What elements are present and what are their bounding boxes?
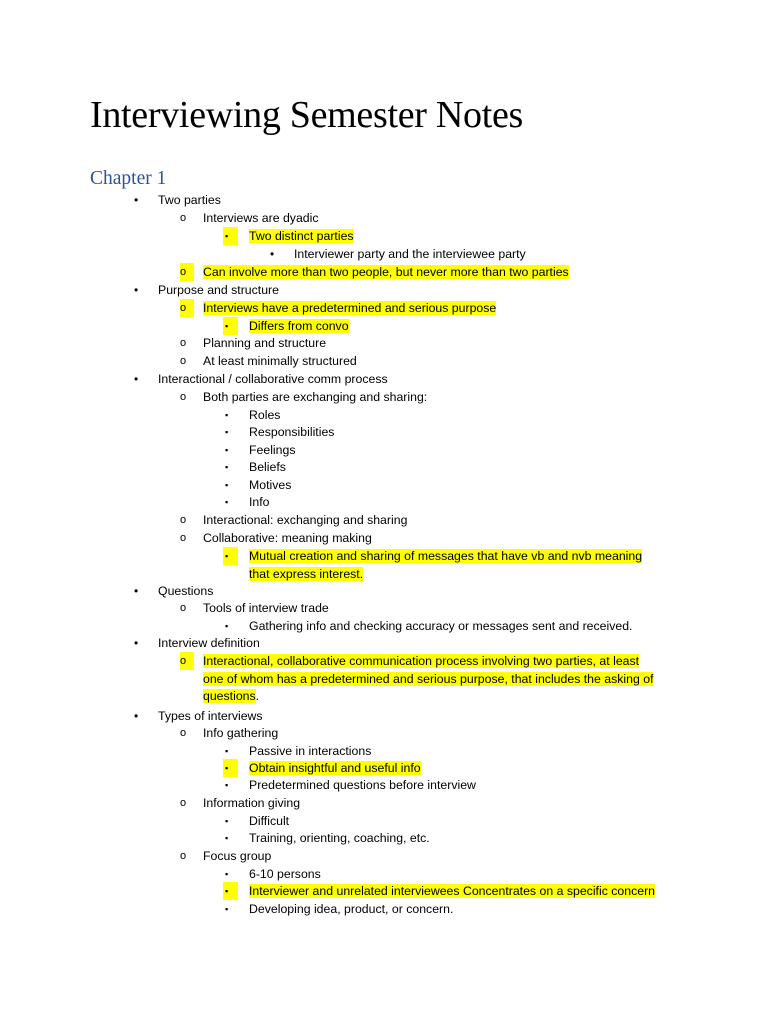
- list-item: [0, 652, 768, 703]
- bullet-marker: o: [180, 727, 187, 739]
- list-item: [0, 707, 768, 725]
- list-item: [0, 245, 768, 263]
- bullet-marker: o: [180, 850, 187, 862]
- list-item-text: Difficult: [249, 814, 290, 828]
- bullet-marker: •: [270, 247, 275, 261]
- list-item: [0, 476, 768, 494]
- bullet-marker: ▪: [223, 317, 238, 335]
- bullet-marker: ▪: [225, 780, 229, 790]
- list-item: [0, 281, 768, 299]
- list-item-text: Mutual creation and sharing of messages that have vb and nvb meaning: [249, 549, 643, 563]
- bullet-marker: ▪: [225, 497, 229, 507]
- list-item: [0, 352, 768, 370]
- list-item-text: Info gathering: [203, 726, 279, 740]
- bullet-marker: ▪: [223, 882, 238, 900]
- list-item: [0, 370, 768, 388]
- list-item-text: Obtain insightful and useful info: [249, 761, 421, 775]
- list-item-text: Interviews are dyadic: [203, 211, 319, 225]
- bullet-marker: ▪: [225, 621, 229, 631]
- list-item: [0, 334, 768, 352]
- list-item-text: Predetermined questions before interview: [249, 778, 476, 792]
- list-item-text: Gathering info and checking accuracy or messages sent and received.: [249, 619, 633, 633]
- list-item: [0, 617, 768, 635]
- list-item: [0, 776, 768, 794]
- list-item: [0, 458, 768, 476]
- list-item-text: Feelings: [249, 443, 296, 457]
- list-item: [0, 209, 768, 227]
- bullet-marker: •: [134, 283, 139, 297]
- list-item-text: Info: [249, 495, 270, 509]
- list-item-text: one of whom has a predetermined and serious purpose, that includes the asking of: [203, 671, 654, 686]
- bullet-marker: ▪: [223, 759, 238, 777]
- bullet-marker: •: [134, 584, 139, 598]
- bullet-marker: o: [180, 263, 194, 281]
- bullet-marker: o: [180, 652, 194, 670]
- bullet-marker: ▪: [223, 227, 238, 245]
- list-item-text: Purpose and structure: [158, 283, 279, 297]
- list-item-text: 6-10 persons: [249, 867, 321, 881]
- list-item: [0, 423, 768, 441]
- chapter-heading: Chapter 1: [90, 168, 167, 189]
- list-item: [0, 865, 768, 883]
- list-item: [0, 599, 768, 617]
- bullet-marker: o: [180, 299, 194, 317]
- list-item: [0, 547, 768, 581]
- list-item: [0, 829, 768, 847]
- list-item-text: Responsibilities: [249, 425, 335, 439]
- bullet-marker: ▪: [225, 833, 229, 843]
- list-item-text: Focus group: [203, 849, 272, 863]
- list-item-text: Planning and structure: [203, 336, 327, 350]
- bullet-marker: •: [134, 636, 139, 650]
- list-item-text: Can involve more than two people, but never more than two parties: [203, 265, 569, 279]
- list-item: [0, 227, 768, 245]
- list-item-text: Beliefs: [249, 460, 286, 474]
- list-item-text: Developing idea, product, or concern.: [249, 902, 454, 916]
- list-item-text: Types of interviews: [158, 709, 263, 723]
- list-item: [0, 511, 768, 529]
- list-item: [0, 882, 768, 900]
- list-item: [0, 263, 768, 281]
- list-item: [0, 742, 768, 760]
- bullet-marker: ▪: [225, 869, 229, 879]
- bullet-marker: ▪: [225, 445, 229, 455]
- list-item-text: Interactional / collaborative comm process: [158, 372, 388, 386]
- list-item-text: Interactional, collaborative communication process involving two parties, at least: [203, 654, 640, 668]
- list-item: [0, 406, 768, 424]
- bullet-marker: ▪: [225, 462, 229, 472]
- list-item-text: Interview definition: [158, 636, 260, 650]
- list-item-text: Interactional: exchanging and sharing: [203, 513, 408, 527]
- list-item: [0, 317, 768, 335]
- bullet-marker: o: [180, 797, 187, 809]
- list-item: [0, 759, 768, 777]
- bullet-marker: ▪: [225, 904, 229, 914]
- list-item-text: Interviewer party and the interviewee party: [294, 247, 526, 261]
- list-item: [0, 299, 768, 317]
- bullet-marker: •: [134, 372, 139, 386]
- bullet-marker: ▪: [225, 410, 229, 420]
- list-item-text: Information giving: [203, 796, 301, 810]
- list-item-text: Training, orienting, coaching, etc.: [249, 831, 430, 845]
- bullet-marker: o: [180, 532, 187, 544]
- bullet-marker: o: [180, 355, 187, 367]
- list-item-text: Interviewer and unrelated interviewees Concentrates on a specific concern: [249, 884, 656, 898]
- list-item: [0, 388, 768, 406]
- list-item-text: Interviews have a predetermined and serious purpose: [203, 301, 497, 315]
- list-item-text: Questions: [158, 584, 214, 598]
- page-title: Interviewing Semester Notes: [90, 94, 524, 136]
- list-item: [0, 900, 768, 918]
- list-item: [0, 441, 768, 459]
- list-item: [0, 634, 768, 652]
- list-item: [0, 724, 768, 742]
- bullet-marker: •: [134, 709, 139, 723]
- list-item-text: Tools of interview trade: [203, 601, 329, 615]
- bullet-marker: ▪: [225, 480, 229, 490]
- list-item-text: Two distinct parties: [249, 229, 354, 243]
- list-item: [0, 493, 768, 511]
- bullet-marker: •: [134, 193, 139, 207]
- list-item: [0, 847, 768, 865]
- list-item: [0, 582, 768, 600]
- list-item-text: At least minimally structured: [203, 354, 357, 368]
- bullet-marker: ▪: [225, 746, 229, 756]
- list-item-text: Two parties: [158, 193, 221, 207]
- list-item-text: Collaborative: meaning making: [203, 531, 372, 545]
- bullet-marker: o: [180, 514, 187, 526]
- bullet-marker: o: [180, 391, 187, 403]
- bullet-marker: o: [180, 212, 187, 224]
- bullet-marker: ▪: [223, 547, 238, 565]
- list-item-text: Differs from convo: [249, 319, 349, 333]
- list-item: [0, 812, 768, 830]
- list-item-text: that express interest.: [249, 566, 364, 581]
- bullet-marker: o: [180, 337, 187, 349]
- list-item-text: Roles: [249, 408, 281, 422]
- list-item: [0, 529, 768, 547]
- list-item-text: Motives: [249, 478, 292, 492]
- bullet-marker: o: [180, 602, 187, 614]
- list-item: [0, 794, 768, 812]
- bullet-marker: ▪: [225, 816, 229, 826]
- list-item: [0, 191, 768, 209]
- bullet-marker: ▪: [225, 427, 229, 437]
- list-item-text: Both parties are exchanging and sharing:: [203, 390, 428, 404]
- list-item-text: questions.: [203, 689, 260, 703]
- list-item-text: Passive in interactions: [249, 744, 372, 758]
